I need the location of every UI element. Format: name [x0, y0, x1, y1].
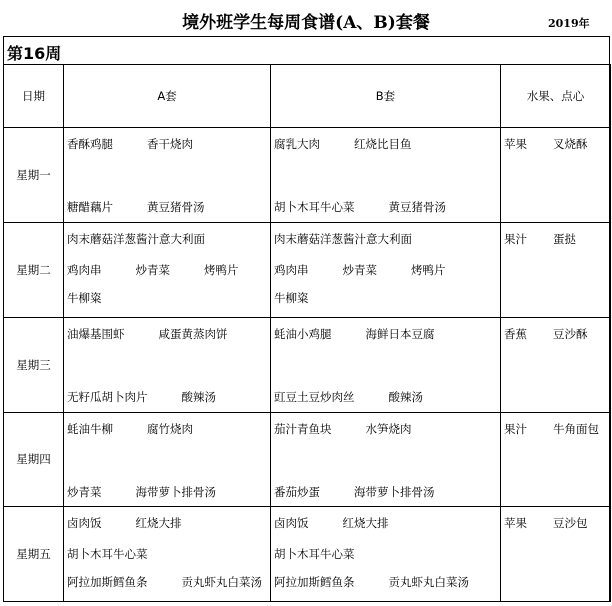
fruit-cell — [501, 223, 611, 318]
a-cell — [64, 223, 270, 316]
a-cell — [64, 507, 270, 600]
snack-item: 叉烧酥 — [553, 137, 588, 152]
dish-item: 肉末蘑菇洋葱酱汁意大利面 — [274, 232, 412, 247]
dish-item: 海鲜日本豆腐 — [365, 326, 435, 341]
set-b-cell — [271, 507, 501, 602]
set-a-cell — [64, 317, 271, 412]
b-line — [274, 575, 469, 589]
day-row — [4, 412, 611, 507]
dish-item: 红烧大排 — [342, 516, 389, 531]
b-line — [274, 327, 435, 341]
year-label: 2019年 — [548, 17, 590, 30]
day-row — [4, 317, 611, 412]
set-b-cell — [271, 223, 501, 318]
day-row — [4, 223, 611, 318]
dish-item: 牛柳粢 — [67, 291, 102, 306]
dish-item: 阿拉加斯鳕鱼条 — [67, 575, 148, 590]
b-line — [274, 422, 412, 436]
dish-item: 豇豆土豆炒肉丝 — [274, 389, 355, 404]
a-line — [67, 485, 216, 499]
dish-item: 香干烧肉 — [147, 137, 193, 152]
a-line — [67, 291, 102, 305]
dish-item: 红烧大排 — [135, 516, 182, 531]
b-line — [274, 263, 446, 277]
b-line — [274, 200, 446, 214]
dish-item: 胡卜木耳牛心菜 — [274, 547, 355, 562]
dish-item: 贡丸虾丸白菜汤 — [181, 575, 262, 590]
fruit-item: 香蕉 — [504, 326, 527, 341]
a-line — [67, 547, 148, 561]
dish-item: 烤鸭片 — [411, 263, 446, 278]
dish-item: 油爆基围虾 — [67, 326, 125, 341]
dish-item: 炒青菜 — [342, 263, 377, 278]
dish-item: 肉末蘑菇洋葱酱汁意大利面 — [67, 232, 205, 247]
b-line — [274, 390, 423, 404]
dish-item: 腐乳大肉 — [274, 137, 320, 152]
header-set-b: B套 — [271, 65, 501, 128]
set-b-cell — [271, 128, 501, 223]
snack-item: 蛋挞 — [553, 232, 576, 247]
fruit-line — [504, 516, 588, 530]
fruit-cell — [501, 507, 611, 602]
dish-item: 茄汁青鱼块 — [274, 421, 332, 436]
set-a-cell — [64, 412, 271, 507]
header-date: 日期 — [4, 65, 64, 128]
header-fruit: 水果、点心 — [501, 65, 611, 128]
dish-item: 香酥鸡腿 — [67, 137, 113, 152]
fruit-item: 果汁 — [504, 232, 527, 247]
b-line — [274, 137, 412, 151]
menu-title: 境外班学生每周食谱(A、B)套餐 — [182, 13, 430, 33]
fruit-item: 果汁 — [504, 421, 527, 436]
b-line — [274, 291, 309, 305]
dish-item: 糖醋藕片 — [67, 200, 113, 215]
dish-item: 胡卜木耳牛心菜 — [274, 200, 355, 215]
fruit-item: 苹果 — [504, 137, 527, 152]
day-label: 星期五 — [4, 507, 64, 602]
day-label: 星期四 — [4, 412, 64, 507]
a-line — [67, 575, 262, 589]
dish-item: 卤肉饭 — [274, 516, 309, 531]
b-cell — [271, 413, 500, 506]
snack-item: 豆沙酥 — [553, 326, 588, 341]
dish-item: 蚝油小鸡腿 — [274, 326, 332, 341]
header-row — [4, 65, 611, 128]
snack-item: 豆沙包 — [553, 516, 588, 531]
a-cell — [64, 128, 270, 221]
dish-item: 海带萝卜排骨汤 — [135, 484, 216, 499]
dish-item: 贡丸虾丸白菜汤 — [388, 575, 469, 590]
dish-item: 蚝油牛柳 — [67, 421, 113, 436]
a-cell — [64, 318, 270, 411]
dish-item: 黄豆猪骨汤 — [388, 200, 446, 215]
b-cell — [271, 507, 500, 600]
fruit-line — [504, 327, 588, 341]
day-row — [4, 507, 611, 602]
dish-item: 酸辣汤 — [181, 389, 216, 404]
dish-item: 牛柳粢 — [274, 291, 309, 306]
header-set-a: A套 — [64, 65, 271, 128]
set-b-cell — [271, 317, 501, 412]
dish-item: 咸蛋黄蒸肉饼 — [158, 326, 228, 341]
fruit-cell — [501, 317, 611, 412]
dish-item: 无籽瓜胡卜肉片 — [67, 389, 148, 404]
dish-item: 海带萝卜排骨汤 — [354, 484, 435, 499]
set-a-cell — [64, 223, 271, 318]
dish-item: 腐竹烧肉 — [147, 421, 193, 436]
fruit-line — [504, 422, 599, 436]
day-label: 星期二 — [4, 223, 64, 318]
a-cell — [64, 413, 270, 506]
menu-table — [3, 64, 611, 602]
dish-item: 烤鸭片 — [204, 263, 239, 278]
a-line — [67, 390, 216, 404]
a-line — [67, 137, 193, 151]
a-line — [67, 422, 193, 436]
a-line — [67, 263, 239, 277]
dish-item: 阿拉加斯鳕鱼条 — [274, 575, 355, 590]
set-b-cell — [271, 412, 501, 507]
dish-item: 鸡肉串 — [274, 263, 309, 278]
day-label: 星期三 — [4, 317, 64, 412]
week-label: 第16周 — [7, 44, 62, 63]
snack-item: 牛角面包 — [553, 421, 599, 436]
b-line — [274, 232, 412, 246]
a-line — [67, 327, 228, 341]
b-line — [274, 485, 435, 499]
dish-item: 水笋烧肉 — [365, 421, 412, 436]
fruit-cell — [501, 412, 611, 507]
dish-item: 胡卜木耳牛心菜 — [67, 547, 148, 562]
dish-item: 卤肉饭 — [67, 516, 102, 531]
day-row — [4, 128, 611, 223]
set-a-cell — [64, 128, 271, 223]
b-line — [274, 516, 389, 530]
dish-item: 炒青菜 — [67, 484, 102, 499]
a-line — [67, 200, 205, 214]
dish-item: 番茄炒蛋 — [274, 484, 320, 499]
a-line — [67, 232, 205, 246]
fruit-item: 苹果 — [504, 516, 527, 531]
b-cell — [271, 318, 500, 411]
b-cell — [271, 128, 500, 221]
b-cell — [271, 223, 500, 316]
day-label: 星期一 — [4, 128, 64, 223]
dish-item: 黄豆猪骨汤 — [147, 200, 205, 215]
fruit-line — [504, 232, 576, 246]
dish-item: 酸辣汤 — [388, 389, 423, 404]
a-line — [67, 516, 182, 530]
b-line — [274, 547, 355, 561]
fruit-line — [504, 137, 588, 151]
dish-item: 炒青菜 — [135, 263, 170, 278]
dish-item: 红烧比目鱼 — [354, 137, 412, 152]
fruit-cell — [501, 128, 611, 223]
dish-item: 鸡肉串 — [67, 263, 102, 278]
set-a-cell — [64, 507, 271, 602]
